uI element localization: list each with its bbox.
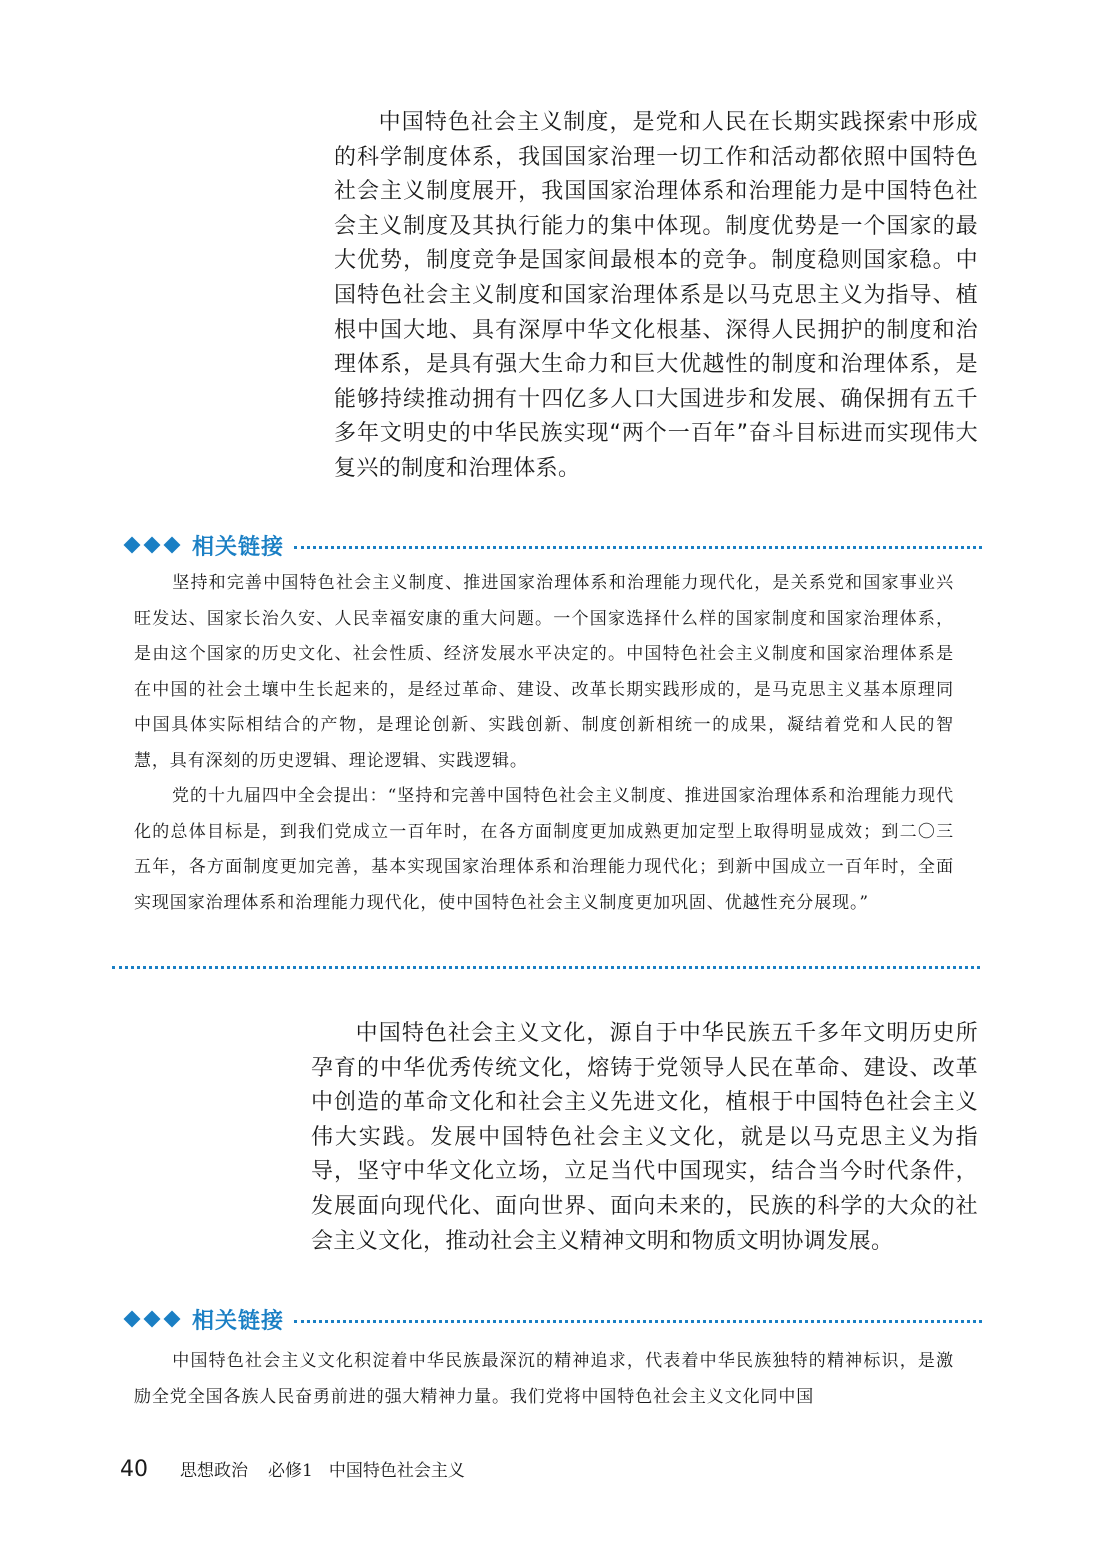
diamond-bullets-icon (124, 539, 180, 551)
dotted-divider (294, 546, 982, 549)
body-paragraph-system (334, 106, 978, 487)
page-number: 40 (120, 1457, 148, 1482)
related-link-title: 相关链接 (192, 1308, 285, 1334)
related-link-paragraph-text: 中国特色社会主义文化积淀着中华民族最深沉的精神追求，代表着中华民族独特的精神标识，是激励全党全国各族人民奋勇前进的强大精神力量。我们党将中国特色社会主义文化同中国 (134, 1351, 954, 1407)
footer-book-title: 中国特色社会主义 (328, 1461, 465, 1481)
related-link-paragraph-text: 坚持和完善中国特色社会主义制度、推进国家治理体系和治理能力现代化，是关系党和国家事业兴旺发达、国家长治久安、人民幸福安康的重大问题。一个国家选择什么样的国家制度和国家治理体系，是由这个国家的历史文化、社会性质、经济发展水平决定的。中国特色社会主义制度和国家治理体系是在中国的社会土壤中生长起来的，是经过革命、建设、改革长期实践形成的，是马克思主义基本原理同中国具体实际相结合的产物，是理论创新、实践创新、制度创新相统一的成果，凝结着党和人民的智慧，具有深刻的历史逻辑、理论逻辑、实践逻辑。 (134, 573, 954, 771)
related-link-paragraph-text: 党的十九届四中全会提出：“坚持和完善中国特色社会主义制度、推进国家治理体系和治理能力现代化的总体目标是，到我们党成立一百年时，在各方面制度更加成熟更加定型上取得明显成效；到二〇三五年，各方面制度更加完善，基本实现国家治理体系和治理能力现代化；到新中国成立一百年时，全面实现国家治理体系和治理能力现代化，使中国特色社会主义制度更加巩固、优越性充分展现。” (134, 786, 954, 913)
body-paragraph-culture (311, 1017, 978, 1259)
related-link-body (134, 566, 954, 921)
related-link-header (124, 530, 982, 560)
dotted-divider (294, 1320, 982, 1323)
related-link-title: 相关链接 (192, 534, 285, 560)
diamond-bullets-icon (124, 1313, 180, 1325)
footer-course: 必修1 (268, 1461, 313, 1481)
page-footer (120, 1456, 465, 1482)
body-paragraph-system-text: 中国特色社会主义制度，是党和人民在长期实践探索中形成的科学制度体系，我国国家治理一切工作和活动都依照中国特色社会主义制度展开，我国国家治理体系和治理能力是中国特色社会主义制度及其执行能力的集中体现。制度优势是一个国家的最大优势，制度竞争是国家间最根本的竞争。制度稳则国家稳。中国特色社会主义制度和国家治理体系是以马克思主义为指导、植根中国大地、具有深厚中华文化根基、深得人民拥护的制度和治理体系，是具有强大生命力和巨大优越性的制度和治理体系，是能够持续推动拥有十四亿多人口大国进步和发展、确保拥有五千多年文明史的中华民族实现“两个一百年”奋斗目标进而实现伟大复兴的制度和治理体系。 (334, 110, 978, 481)
footer-subject: 思想政治 (180, 1461, 248, 1481)
related-link-header (124, 1304, 982, 1334)
related-link-body (134, 1344, 954, 1415)
dotted-divider (112, 966, 980, 969)
body-paragraph-culture-text: 中国特色社会主义文化，源自于中华民族五千多年文明历史所孕育的中华优秀传统文化，熔铸于党领导人民在革命、建设、改革中创造的革命文化和社会主义先进文化，植根于中国特色社会主义伟大实践。发展中国特色社会主义文化，就是以马克思主义为指导，坚守中华文化立场，立足当代中国现实，结合当今时代条件，发展面向现代化、面向世界、面向未来的，民族的科学的大众的社会主义文化，推动社会主义精神文明和物质文明协调发展。 (311, 1021, 978, 1254)
related-link-paragraph (134, 779, 954, 921)
related-link-paragraph (134, 1344, 954, 1415)
related-link-paragraph (134, 566, 954, 779)
